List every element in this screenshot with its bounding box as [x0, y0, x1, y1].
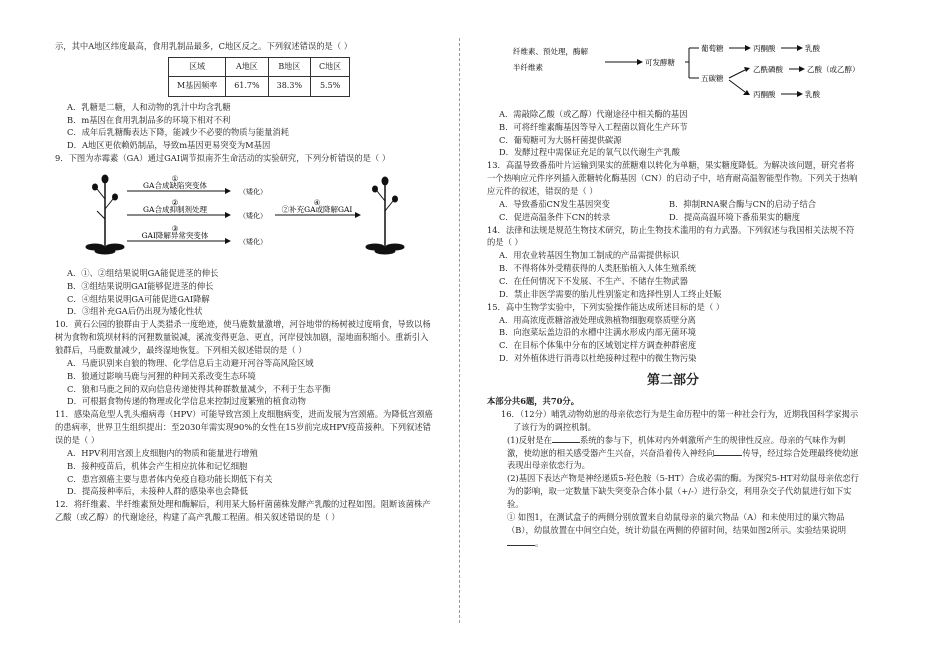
pathway-lactate-1: 乳酸: [805, 44, 820, 53]
q15-option-b: B．向泡菜坛盖边沿的水槽中注满水形成内部无菌环境: [499, 327, 696, 338]
label-ga-inhibitor: GA合成抑制剂处理: [143, 204, 207, 214]
q12-option-c: C．葡萄糖可为大肠杆菌提供碳源: [499, 134, 622, 145]
ga-experiment-diagram: [75, 169, 415, 259]
q16-part3-b: 。: [535, 537, 544, 548]
column-divider: [459, 38, 460, 623]
table-cell: 5.5%: [311, 77, 350, 96]
q9-stem: 9．下图为赤霉素（GA）通过GAI调节拟南芥生命活动的实验研究，下列分析错误的是（ ）: [55, 153, 391, 164]
q15-stem: 15．高中生物学实验中，下列实验操作能达成所述目标的是（ ）: [487, 301, 725, 312]
pathway-input-2: 半纤维素: [513, 63, 543, 72]
label-4: ④: [313, 197, 321, 207]
q13-option-b: B．抑制RNA聚合酶与CN的启动子结合: [669, 198, 817, 209]
q11-option-a: A．HPV利用宫颈上皮细胞内的物质和能量进行增殖: [67, 447, 258, 458]
pathway-pyruvate-2: 丙酮酸: [753, 90, 776, 99]
table-row: [169, 77, 350, 96]
tall-plant-right-icon: [366, 177, 404, 254]
label-1: ①: [171, 173, 179, 183]
table-header-row: [169, 57, 350, 76]
pathway-acetyl-phosphate: 乙酰磷酸: [753, 65, 783, 74]
table-cell: 61.7%: [226, 77, 268, 96]
q13-stem: 13．高温导致番茄叶片运输到果实的蔗糖难以转化为单糖，果实糖度降低。为解决该问题，研究者将一个热响应元件序列插入蔗糖转化酶基因（CN）的启动子中，培育耐高温智能型作物。下列关于热响应元件的叙述，错误的是（ ）: [487, 160, 858, 197]
q11-option-c: C．患宫颈癌主要与患者体内免疫自稳功能长期低下有关: [67, 473, 273, 484]
right-column: [487, 40, 859, 550]
pathway-input-1: 纤维素、预处理，酶解: [513, 47, 588, 56]
q14-option-b: B．不得将体外受精获得的人类胚胎植入人体生殖系统: [499, 263, 696, 274]
q16-part1-b: 系统的参与下，机体对内外刺激所产生的规律性反应。母亲的气味作为刺激，使幼崽的相关感受器产生兴奋，兴奋沿着传入神经向: [507, 434, 846, 458]
answer-blank: [552, 434, 580, 443]
pathway-diagram: [509, 40, 860, 104]
q16-part1: [487, 434, 859, 473]
q11-stem: 11．感染高危型人乳头瘤病毒（HPV）可能导致宫颈上皮细胞病变，进而发展为宫颈癌。为降低宫颈癌的患病率，世界卫生组织提出：至2030年需实现90%的女性在15岁前完成HPV疫苗接种。下列叙述错误的是（ ）: [55, 409, 433, 445]
table-cell: 38.3%: [268, 77, 310, 96]
pathway-glucose: 葡萄糖: [701, 44, 724, 53]
q12-option-d: D．发酵过程中需保证充足的氧气以代谢生产乳酸: [499, 147, 680, 158]
q10-option-b: B．狼通过影响马鹿与河狸的种间关系改变生态环境: [67, 370, 256, 381]
q8-option-c: C．成年后乳糖酶表达下降，能减少不必要的物质与能量消耗: [67, 127, 290, 138]
q16-stem: 16．（12分）哺乳动物幼崽的母亲依恋行为是生命历程中的第一种社会行为，近期我国科学家揭示了该行为的调控机制。: [501, 409, 859, 432]
label-3: ③: [171, 223, 179, 233]
q16-part1-c: 传导，经过综合处理最终使幼崽表现出母亲依恋行为。: [507, 447, 859, 471]
q15-option-c: C．在目标个体集中分布的区域划定样方调查种群密度: [499, 340, 697, 351]
q9-option-b: B．③组结果说明GAI能够促进茎的伸长: [67, 280, 214, 291]
q12-option-a: A．需敲除乙酸（或乙醇）代谢途径中相关酶的基因: [499, 108, 688, 119]
q14-stem: 14．法律和法规是规范生物技术研究，防止生物技术滥用的有力武器。下列叙述与我国相关法规不符的是（ ）: [487, 224, 855, 248]
tall-plant-icon: [86, 175, 124, 254]
q14-option-d: D．禁止非医学需要的胎儿性别鉴定和选择性别人工终止妊娠: [499, 288, 722, 299]
q12-option-b: B．可将纤维素酶基因等导入工程菌以简化生产环节: [499, 121, 688, 132]
q9-option-a: A．①、②组结果说明GA能促进茎的伸长: [67, 267, 219, 278]
left-column: [55, 40, 435, 524]
q8-option-b: B．m基因在食用乳制品多的环境下相对不利: [67, 114, 231, 125]
q11-option-b: B．接种疫苗后，机体会产生相应抗体和记忆细胞: [67, 460, 248, 471]
answer-blank: [507, 537, 535, 546]
q16-part3: [487, 511, 859, 550]
q8-option-d: D．A地区更依赖奶制品，导致m基因更易突变为M基因: [67, 140, 271, 151]
pathway-pyruvate-1: 丙酮酸: [753, 44, 776, 53]
table-header-cell: 区域: [169, 57, 226, 76]
q11-option-d: D．提高接种率后，未接种人群的感染率也会降低: [67, 486, 248, 497]
label-2: ②: [171, 197, 179, 207]
q13-option-d: D．提高高温环境下番茄果实的糖度: [669, 211, 801, 222]
q13-options-row-1: [499, 198, 859, 211]
q9-option-c: C．④组结果说明GA可能促进GAI降解: [67, 293, 210, 304]
pathway-acetate: 乙酸（或乙醇）: [807, 65, 860, 74]
label-dwarf-1: （矮化）: [239, 187, 267, 196]
q14-option-c: C．在任何情况下不发展、不生产、不储存生物武器: [499, 276, 688, 287]
q10-option-a: A．马鹿识别来自狼的物理、化学信息后主动避开河谷等高风险区域: [67, 357, 314, 368]
q16-part2: (2)基因下表达产物是神经递质5-羟色胺（5-HT）合成必需的酶。为探究5-HT对幼鼠母亲依恋行为的影响，取一定数量下缺失突变杂合体小鼠（+/-）进行杂交，利用杂交子代幼鼠进行如下实验。: [507, 473, 859, 510]
q8-option-a: A．乳糖是二糖，人和动物的乳汁中均含乳糖: [67, 101, 231, 112]
pathway-sugar: 可发酵糖: [645, 58, 675, 67]
label-dwarf-2: （矮化）: [239, 211, 267, 220]
q13-options-row-2: [499, 211, 859, 224]
q16-part3-a: ① 如图1，在测试盒子的两侧分别放置来自幼鼠母亲的巢穴物品（A）和未使用过的巢穴物品（B），幼鼠放置在中间空白处，统计幼鼠在两侧的停留时间，结果如图2所示。实验结果说明: [507, 511, 847, 535]
q12-stem: 12．将纤维素、半纤维素预处理和酶解后，利用某大肠杆菌菌株发酵产乳酸的过程如图。阻断该菌株产乙酸（或乙醇）的代谢途径，构建了高产乳酸工程菌。相关叙述错误的是（ ）: [55, 499, 431, 523]
q14-option-a: A．用农业转基因生物加工制成的产品需提供标识: [499, 250, 680, 261]
pathway-lactate-2: 乳酸: [805, 90, 820, 99]
label-ga-deficient: GA合成缺陷突变体: [143, 180, 207, 190]
q15-option-d: D．对外植体进行消毒以杜绝接种过程中的微生物污染: [499, 353, 697, 364]
label-dwarf-3: （矮化）: [239, 237, 267, 246]
table-row-label: M基因频率: [169, 77, 226, 96]
part-two-note: 本部分共6题，共70分。: [487, 396, 579, 407]
part-two-title: 第二部分: [646, 373, 699, 389]
label-supplement-ga: ②补充GA或降解GAI: [281, 204, 353, 214]
q15-option-a: A．用高浓度蔗糖溶液处理成熟植物细胞观察质壁分离: [499, 314, 696, 325]
q16-part1-a: (1)反射是在: [507, 434, 552, 445]
answer-blank: [714, 447, 742, 456]
q13-option-c: C．促进高温条件下CN的转录: [499, 211, 611, 222]
q9-figure: [75, 169, 435, 263]
table-header-cell: C地区: [311, 57, 350, 76]
pathway-pentose: 五碳糖: [701, 74, 724, 83]
q8-intro: 示，其中A地区纬度最高，食用乳制品最多，C地区反之。下列叙述错误的是（ ）: [55, 41, 353, 51]
metabolic-pathway-figure: [509, 40, 859, 108]
gene-frequency-table: [168, 57, 350, 97]
q9-option-d: D．③组补充GA后仍出现为矮化性状: [67, 306, 203, 317]
label-gai-abnormal: GAI降解异常突变体: [141, 230, 209, 240]
table-header-cell: A地区: [226, 57, 268, 76]
q10-option-c: C．狼和马鹿之间的双向信息传递使得其种群数量减少，不利于生态平衡: [67, 383, 331, 394]
q13-option-a: A．导致番茄CN发生基因突变: [499, 198, 610, 209]
q10-option-d: D．可根据食物传递的物理或化学信息来控制过度繁殖的植食动物: [67, 396, 306, 407]
table-header-cell: B地区: [268, 57, 310, 76]
q10-stem: 10．黄石公园的狼群由于人类猎杀一度绝迹，使马鹿数量激增，河谷地带的杨树被过度啃食，导致以杨树为食物和筑坝材料的河狸数量锐减，溪流变得更急、更直，河岸侵蚀加剧，湿地面积缩小。重新引入狼群后，马鹿数量减少，最终湿地恢复。下列相关叙述错误的是（ ）: [55, 319, 431, 355]
